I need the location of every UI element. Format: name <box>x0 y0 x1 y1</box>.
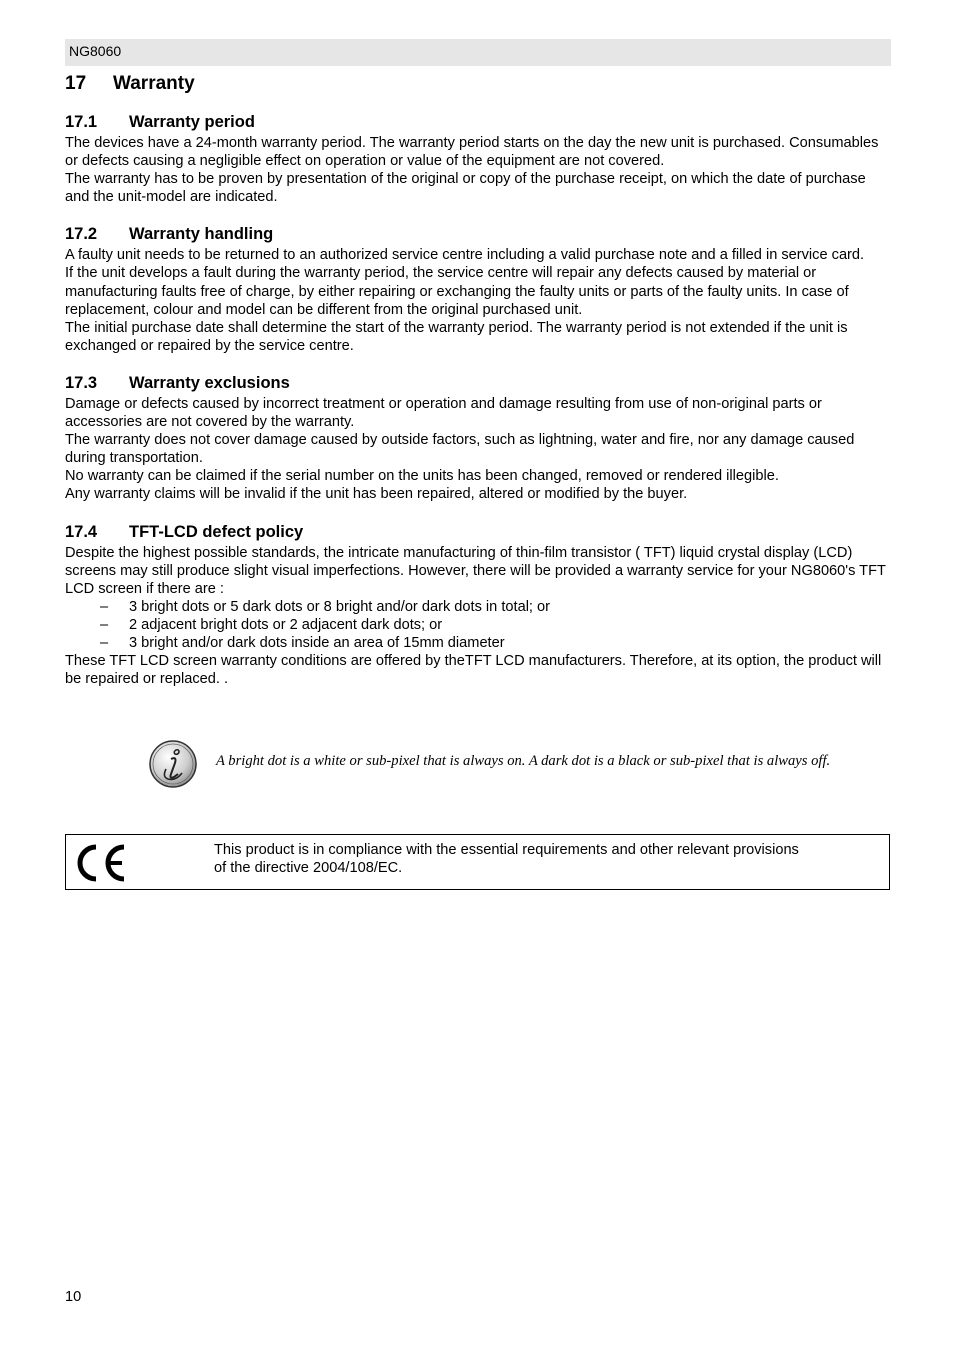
paragraph: A faulty unit needs to be returned to an authorized service centre including a valid purchase note and a filled in service card. <box>65 247 865 264</box>
info-note <box>148 739 893 791</box>
list-item-text: 3 bright dots or 5 dark dots or 8 bright and/or dark dots in total; or <box>129 598 551 615</box>
compliance-box <box>65 834 890 890</box>
paragraph: Despite the highest possible standards, the intricate manufacturing of thin-film transistor ( TFT) liquid crystal display (LCD) screens may still produce slight visual imperfections. However, there will be provided a warranty service for your NG8060's TFT LCD screen if there are : <box>65 544 886 597</box>
paragraph: Any warranty claims will be invalid if the unit has been repaired, altered or modified by the buyer. <box>65 486 688 503</box>
list-item-text: 2 adjacent bright dots or 2 adjacent dark dots; or <box>129 616 443 633</box>
section-heading <box>65 224 891 244</box>
model-label: NG8060 <box>69 43 122 59</box>
paragraph: The warranty does not cover damage caused by outside factors, such as lightning, water and fire, nor any damage caused during transportation. <box>65 432 855 467</box>
dash-bullet: – <box>100 598 109 615</box>
section-heading <box>65 373 891 393</box>
section-number: 17.2 <box>65 225 98 244</box>
section-heading <box>65 112 891 132</box>
list-item-text: 3 bright and/or dark dots inside an area of 15mm diameter <box>129 634 505 651</box>
compliance-text: This product is in compliance with the essential requirements and other relevant provisions of the directive 2004/108/EC. <box>214 842 799 877</box>
section-warranty-period <box>65 112 891 206</box>
info-i-icon <box>148 739 198 789</box>
section-title: Warranty exclusions <box>129 373 290 392</box>
chapter-title: Warranty <box>113 73 195 94</box>
ce-mark-icon <box>74 843 126 883</box>
paragraph: The initial purchase date shall determine the start of the warranty period. The warranty period is not extended if the unit is exchanged or repaired by the service centre. <box>65 319 848 354</box>
section-tft-lcd-defect-policy <box>65 522 891 689</box>
page-content <box>65 72 891 706</box>
note-text: A bright dot is a white or sub-pixel that is always on. A dark dot is a black or sub-pixel that is always off. <box>216 753 831 769</box>
dash-bullet: – <box>100 634 109 651</box>
paragraph: No warranty can be claimed if the serial number on the units has been changed, removed or rendered illegible. <box>65 468 779 485</box>
list-item <box>65 598 891 616</box>
section-title: TFT-LCD defect policy <box>129 522 304 541</box>
list-item <box>65 634 891 652</box>
section-warranty-handling <box>65 224 891 355</box>
paragraph: The warranty has to be proven by presentation of the original or copy of the purchase receipt, on which the date of purchase and the unit-model are indicated. <box>65 171 866 206</box>
dash-bullet: – <box>100 616 109 633</box>
chapter-number: 17 <box>65 73 87 94</box>
defect-list <box>65 598 891 652</box>
section-warranty-exclusions <box>65 373 891 504</box>
section-heading <box>65 522 891 542</box>
section-title: Warranty handling <box>129 225 274 244</box>
chapter-heading <box>65 72 891 96</box>
section-number: 17.1 <box>65 113 98 131</box>
paragraph: The devices have a 24-month warranty period. The warranty period starts on the day the new unit is purchased. Consumables or defects causing a negligible effect on operation or value of the equipment are not covered. <box>65 135 879 170</box>
header-bar <box>65 39 891 66</box>
paragraph: These TFT LCD screen warranty conditions are offered by theTFT LCD manufacturers. Therefore, at its option, the product will be repaired or replaced. . <box>65 653 882 688</box>
paragraph: Damage or defects caused by incorrect treatment or operation and damage resulting from use of non-original parts or accessories are not covered by the warranty. <box>65 395 822 431</box>
section-title: Warranty period <box>129 113 255 131</box>
section-number: 17.4 <box>65 522 98 541</box>
page-number: 10 <box>65 1289 82 1305</box>
list-item <box>65 616 891 634</box>
paragraph: If the unit develops a fault during the warranty period, the service centre will repair any defects caused by material or manufacturing faults free of charge, by either repairing or exchanging the faulty units or parts of the faulty units. In case of replacement, colour and model can be different from the original purchased unit. <box>65 265 849 318</box>
section-number: 17.3 <box>65 373 98 392</box>
